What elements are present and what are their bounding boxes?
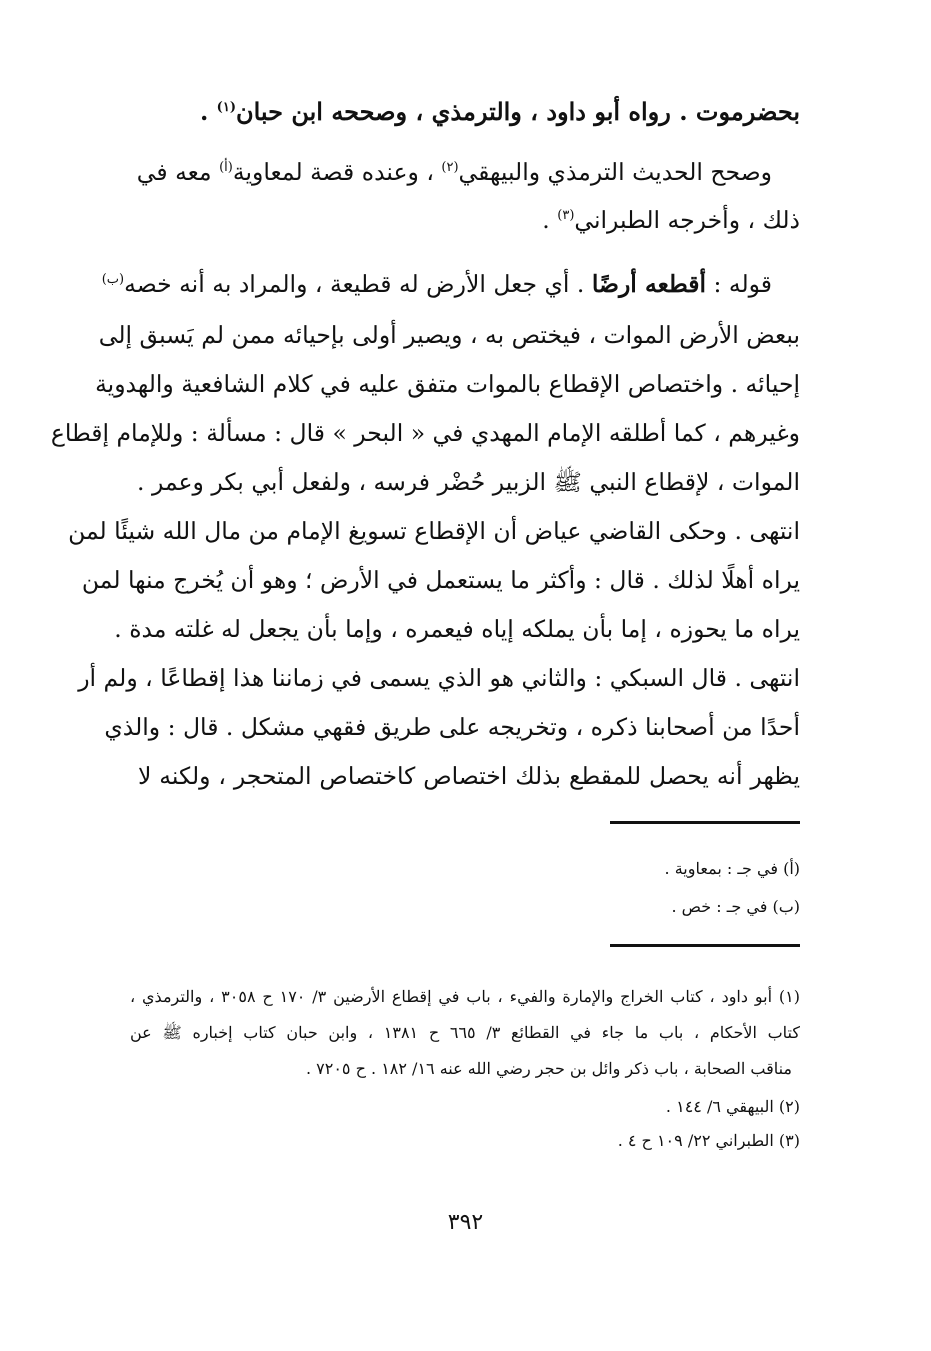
line-1-text: بحضرموت . رواه أبو داود ، والترمذي ، وصححه ابن حبان	[235, 97, 800, 126]
line-2-part-2: ، وعنده قصة لمعاوية	[232, 158, 434, 186]
text-line-4	[101, 264, 800, 308]
reference-2: (٢) البيهقي ٦/ ١٤٤ .	[665, 1097, 800, 1116]
footnote-marker-2: (٢)	[441, 160, 459, 176]
line-4-part-1: قوله :	[713, 270, 772, 298]
text-line-5: ببعض الأرض الموات ، فيختص به ، ويصير أولى بإحيائه ممن لم يَسبق إلى	[98, 321, 800, 349]
variant-notes-divider	[610, 821, 800, 824]
references-divider	[610, 944, 800, 947]
line-3-end: .	[542, 206, 550, 234]
text-line-10: يراه أهلًا لذلك . قال : وأكثر ما يستعمل في الأرض ؛ وهو أن يُخرج منها لمن	[81, 566, 800, 594]
text-line-11: يراه ما يحوزه ، إما بأن يملكه إياه فيعمره ، وإما بأن يجعل له غلته مدة .	[114, 615, 800, 643]
line-2-part-3: معه في	[136, 158, 212, 186]
text-line-12: انتهى . قال السبكي : والثاني هو الذي يسمى في زماننا هذا إقطاعًا ، ولم أر	[78, 664, 800, 692]
text-line-6: إحيائه . واختصاص الإقطاع بالموات متفق عليه في كلام الشافعية والهدوية	[95, 370, 800, 398]
page-number: ٣٩٢	[447, 1210, 484, 1235]
line-4-part-2: . أي جعل الأرض له قطيعة ، والمراد به أنه خصه	[124, 270, 585, 298]
variant-marker-a: (أ)	[219, 160, 233, 176]
text-line-1	[138, 92, 800, 136]
main-text	[50, 0, 800, 800]
footnote-marker-1: (١)	[216, 100, 236, 115]
text-line-3	[138, 200, 800, 244]
line-3-text: ذلك ، وأخرجه الطبراني	[574, 206, 800, 234]
text-line-8: الموات ، لإقطاع النبي ﷺ الزبير حُضْر فرسه ، ولفعل أبي بكر وعمر .	[137, 468, 800, 496]
variant-note-a: (أ) في جـ : بمعاوية .	[664, 859, 800, 878]
lemma-term: أقطعه أرضًا	[591, 270, 706, 298]
text-line-14: يظهر أنه يحصل للمقطع بذلك اختصاص كاختصاص المتحجر ، ولكنه لا	[138, 762, 800, 790]
text-line-2	[138, 152, 800, 196]
line-2-part-1: وصحح الحديث الترمذي والبيهقي	[458, 158, 772, 186]
reference-1-line-1: (١) أبو داود ، كتاب الخراج والإمارة والفيء ، باب في إقطاع الأرضين ٣/ ١٧٠ ح ٣٠٥٨ ، والترمذي ،	[130, 987, 800, 1006]
footnote-marker-3: (٣)	[557, 208, 575, 224]
variant-note-b: (ب) في جـ : خص .	[671, 897, 800, 916]
reference-3: (٣) الطبراني ٢٢/ ١٠٩ ح ٤ .	[617, 1131, 800, 1150]
reference-1-line-3: مناقب الصحابة ، باب ذكر وائل بن حجر رضي الله عنه ١٦/ ١٨٢ . ح ٧٢٠٥ .	[305, 1059, 792, 1078]
text-line-7: وغيرهم ، كما أطلقه الإمام المهدي في « البحر » قال : مسألة : وللإمام إقطاع	[50, 419, 800, 447]
variant-marker-b: (ب)	[101, 272, 125, 288]
reference-1-line-2: كتاب الأحكام ، باب ما جاء في القطائع ٣/ ٦٦٥ ح ١٣٨١ ، وابن حبان كتاب إخباره ﷺ عن	[130, 1023, 801, 1042]
line-1-end: .	[199, 97, 209, 126]
text-line-9: انتهى . وحكى القاضي عياض أن الإقطاع تسويغ الإمام من مال الله شيئًا لمن	[68, 517, 800, 545]
text-line-13: أحدًا من أصحابنا ذكره ، وتخريجه على طريق فقهي مشكل . قال : والذي	[104, 713, 800, 741]
